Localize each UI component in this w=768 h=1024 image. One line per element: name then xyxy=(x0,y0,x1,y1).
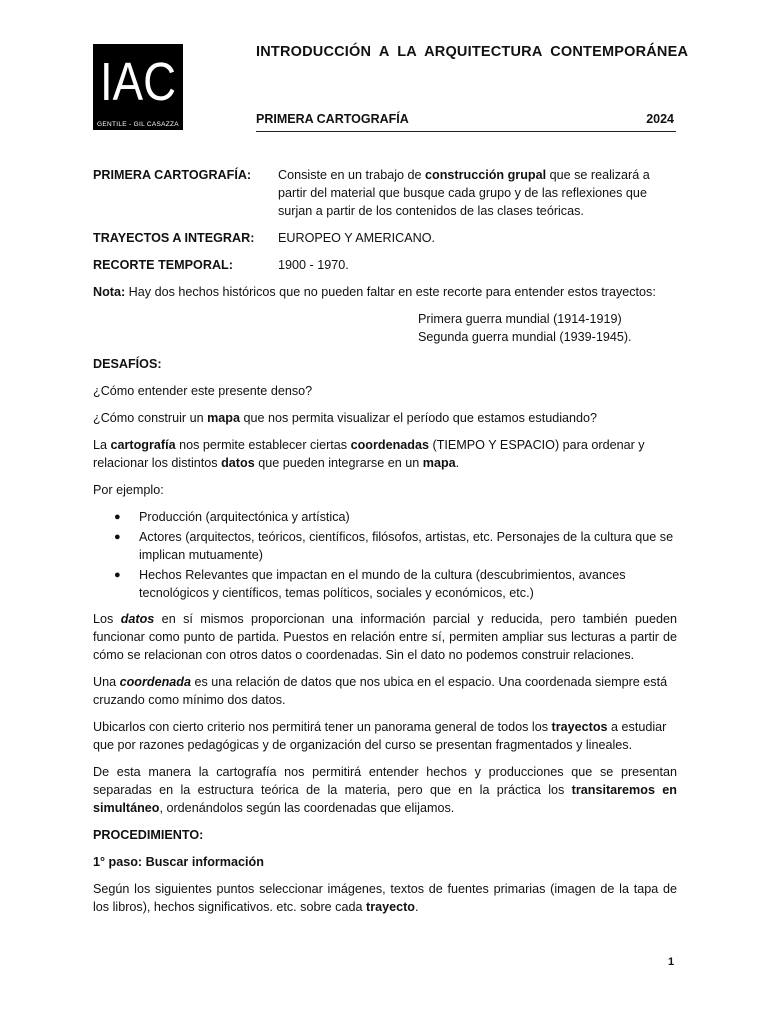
iac-logo xyxy=(93,44,183,130)
bold-text: 1° paso: Buscar información xyxy=(93,855,264,869)
text-run: Una xyxy=(93,675,120,689)
field-label: RECORTE TEMPORAL: xyxy=(93,258,233,272)
text-run: Consiste en un trabajo de xyxy=(278,168,426,182)
document-title: INTRODUCCIÓN A LA ARQUITECTURA CONTEMPORÁNEA xyxy=(256,44,689,60)
event-item: Primera guerra mundial (1914-1919) xyxy=(418,312,622,326)
text-run: nos permite establecer ciertas xyxy=(175,438,351,452)
logo-subtitle: GENTILE - GIL CASAZZA xyxy=(97,121,179,128)
field-label: TRAYECTOS A INTEGRAR: xyxy=(93,231,255,245)
bold-text: trayecto xyxy=(366,900,415,914)
paragraph xyxy=(93,718,677,754)
text-run: Ubicarlos con cierto criterio nos permitirá tener un panorama general de todos los xyxy=(93,720,552,734)
field-trayectos xyxy=(93,229,677,247)
list-item xyxy=(93,528,677,564)
step-heading xyxy=(93,853,677,871)
text-run: es una relación de datos que nos ubica en el espacio. Una coordenada siempre está cruzando como mínimo dos datos. xyxy=(93,675,668,707)
text-run: . xyxy=(455,456,460,470)
bullet-icon: ● xyxy=(114,511,121,523)
paragraph xyxy=(93,673,677,709)
bold-text: construcción grupal xyxy=(425,168,547,182)
bold-text: mapa xyxy=(422,456,456,470)
year: 2024 xyxy=(646,112,674,126)
field-primera-cartografia xyxy=(93,166,677,220)
paragraph xyxy=(93,610,677,664)
text-run: ¿Cómo construir un xyxy=(93,411,208,425)
field-label: PRIMERA CARTOGRAFÍA: xyxy=(93,168,252,182)
text-run: Según los siguientes puntos seleccionar imágenes, textos de fuentes primarias (imagen de la tapa de los libros), hechos significativos. etc. sobre cada xyxy=(93,882,677,914)
section-title: PRIMERA CARTOGRAFÍA xyxy=(256,112,409,126)
document-body xyxy=(93,166,677,925)
bullet-list xyxy=(93,508,677,602)
historical-events xyxy=(418,310,677,346)
bold-text: transitaremos en simultáneo xyxy=(93,783,677,815)
list-item xyxy=(93,508,677,526)
paragraph xyxy=(93,763,677,817)
field-value: EUROPEO Y AMERICANO. xyxy=(278,231,435,245)
bold-text: cartografía xyxy=(110,438,176,452)
event-item: Segunda guerra mundial (1939-1945). xyxy=(418,330,632,344)
text-run: Los xyxy=(93,612,121,626)
text-run: Hay dos hechos históricos que no pueden faltar en este recorte para entender estos trayectos: xyxy=(125,285,656,299)
list-item-text: Actores (arquitectos, teóricos, científicos, filósofos, artistas, etc. Personajes de la cultura que se implican mutuamente) xyxy=(139,530,674,562)
bold-text: datos xyxy=(221,456,255,470)
bold-text: mapa xyxy=(207,411,240,425)
bold-italic-text: datos xyxy=(120,612,155,626)
bold-text: PROCEDIMIENTO: xyxy=(93,828,204,842)
list-item-text: Hechos Relevantes que impactan en el mundo de la cultura (descubrimientos, avances tecnológicos y científicos, temas políticos, sociales y económicos, etc.) xyxy=(139,568,626,600)
paragraph: Por ejemplo: xyxy=(93,483,164,497)
text-run: que se realizará a partir del material que busque cada grupo y de las reflexiones que surjan a partir de los contenidos de las clases teóricas. xyxy=(278,168,650,218)
bullet-icon: ● xyxy=(114,531,121,543)
bold-text: DESAFÍOS: xyxy=(93,357,162,371)
logo-mark xyxy=(97,48,179,112)
field-value xyxy=(278,166,677,220)
text-run: La xyxy=(93,438,111,452)
text-run: . xyxy=(415,900,419,914)
desafio-item xyxy=(93,409,677,427)
nota xyxy=(93,283,677,301)
procedimiento-heading xyxy=(93,826,677,844)
subheader xyxy=(256,112,676,132)
text-run: De esta manera la cartografía nos permitirá entender hechos y producciones que se presentan separadas en la estructura teórica de la materia, pero que en la práctica los xyxy=(93,765,677,797)
paragraph xyxy=(93,880,677,916)
bold-text: Nota: xyxy=(93,285,126,299)
text-run: que pueden integrarse en un xyxy=(254,456,423,470)
bullet-icon: ● xyxy=(114,569,121,581)
field-value: 1900 - 1970. xyxy=(278,258,349,272)
paragraph xyxy=(93,436,677,472)
list-item-text: Producción (arquitectónica y artística) xyxy=(139,510,350,524)
text-run: (TIEMPO Y ESPACIO) para ordenar y relacionar los distintos xyxy=(93,438,645,470)
list-item xyxy=(93,566,677,602)
logo-text: IAC xyxy=(100,52,176,112)
text-run: en sí mismos proporcionan una información parcial y reducida, pero también pueden funcionar como punto de partida. Puestos en relación entre sí, permiten ampliar sus lecturas a partir de cómo se relacionan con otros datos o coordenadas. Sin el dato no podemos construir relaciones. xyxy=(93,612,677,662)
text-run: que nos permita visualizar el período que estamos estudiando? xyxy=(240,411,598,425)
page-number: 1 xyxy=(668,956,675,968)
text-run: a estudiar que por razones pedagógicas y de organización del curso se presentan fragmentados y lineales. xyxy=(93,720,667,752)
desafios-heading xyxy=(93,355,677,373)
text-run: , ordenándolos según las coordenadas que elijamos. xyxy=(159,801,455,815)
bold-italic-text: coordenada xyxy=(119,675,191,689)
desafio-item: ¿Cómo entender este presente denso? xyxy=(93,384,313,398)
field-recorte-temporal xyxy=(93,256,677,274)
bold-text: coordenadas xyxy=(350,438,429,452)
bold-text: trayectos xyxy=(551,720,608,734)
